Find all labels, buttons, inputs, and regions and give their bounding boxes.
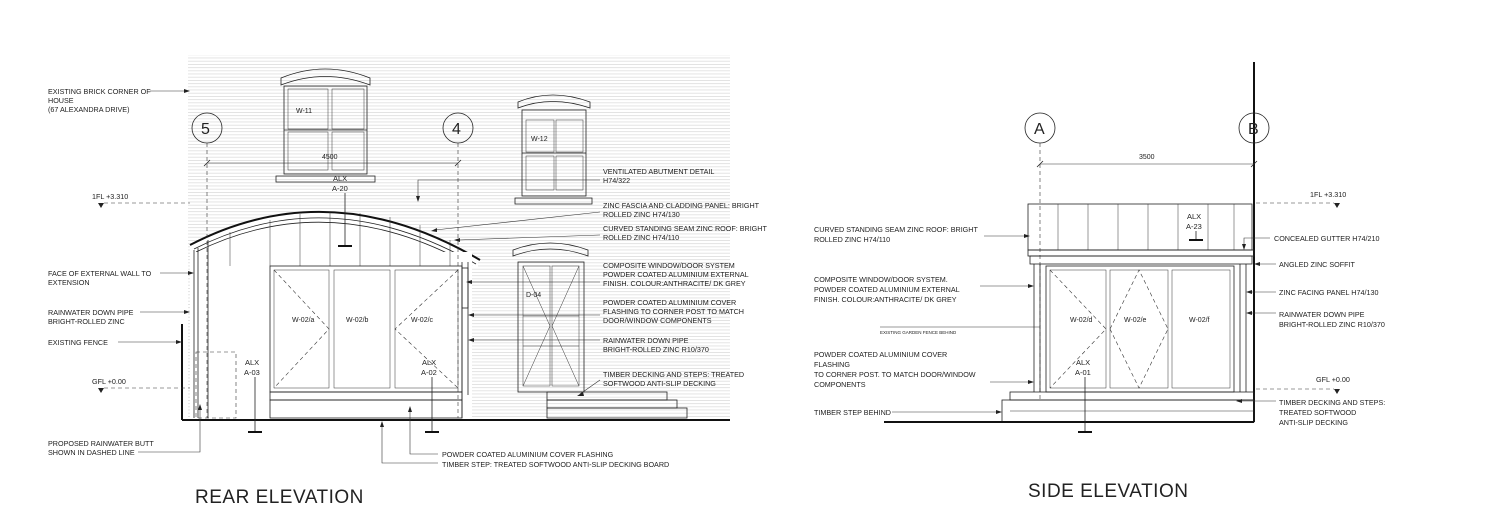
svg-text:RAINWATER DOWN PIPE: RAINWATER DOWN PIPE [1279, 310, 1365, 319]
svg-text:EXISTING BRICK CORNER OF: EXISTING BRICK CORNER OF [48, 87, 151, 96]
svg-text:GFL +0.00: GFL +0.00 [1316, 375, 1350, 384]
grid-label-5: 5 [201, 121, 210, 138]
svg-text:ALX: ALX [333, 174, 348, 183]
svg-text:ROLLED ZINC H74/130: ROLLED ZINC H74/130 [603, 210, 680, 219]
svg-text:DOOR/WINDOW COMPONENTS: DOOR/WINDOW COMPONENTS [603, 316, 712, 325]
side-left-notes [814, 225, 1034, 417]
svg-text:FACE OF EXTERNAL WALL TO: FACE OF EXTERNAL WALL TO [48, 269, 152, 278]
svg-text:FLASHING TO CORNER POST TO MAT: FLASHING TO CORNER POST TO MATCH [603, 307, 744, 316]
level-marker-gfl [92, 377, 190, 393]
svg-text:POWDER COATED ALUMINIUM COVER: POWDER COATED ALUMINIUM COVER [603, 298, 737, 307]
svg-text:ANGLED ZINC SOFFIT: ANGLED ZINC SOFFIT [1279, 260, 1355, 269]
svg-text:ALX: ALX [245, 358, 260, 367]
svg-text:A-03: A-03 [244, 368, 260, 377]
svg-text:A-02: A-02 [421, 368, 437, 377]
svg-text:VENTILATED ABUTMENT DETAIL: VENTILATED ABUTMENT DETAIL [603, 167, 715, 176]
window-label-w02d: W-02/d [1070, 317, 1093, 324]
svg-text:TIMBER STEP BEHIND: TIMBER STEP BEHIND [814, 408, 891, 417]
svg-text:ZINC FACING PANEL H74/130: ZINC FACING PANEL H74/130 [1279, 288, 1379, 297]
side-dimension-3500: 3500 [1139, 154, 1155, 161]
window-label-w02f: W-02/f [1189, 317, 1210, 324]
svg-text:A-23: A-23 [1186, 222, 1202, 231]
svg-text:POWDER COATED ALUMINIUM EXTERN: POWDER COATED ALUMINIUM EXTERNAL [603, 270, 749, 279]
svg-text:TIMBER STEP: TREATED SOFTWOOD: TIMBER STEP: TREATED SOFTWOOD ANTI-SLIP DECKING BOARD [442, 460, 670, 469]
svg-text:BRIGHT-ROLLED ZINC R10/370: BRIGHT-ROLLED ZINC R10/370 [603, 345, 709, 354]
rear-dimension-4500: 4500 [322, 154, 338, 161]
window-label-w02a: W-02/a [292, 317, 315, 324]
svg-text:POWDER COATED ALUMINIUM EXTERN: POWDER COATED ALUMINIUM EXTERNAL [814, 285, 960, 294]
svg-text:ALX: ALX [1187, 212, 1202, 221]
svg-text:RAINWATER DOWN PIPE: RAINWATER DOWN PIPE [48, 308, 134, 317]
window-label-w02e: W-02/e [1124, 317, 1147, 324]
rear-elevation-title: REAR ELEVATION [195, 487, 364, 508]
rear-left-notes [48, 87, 202, 457]
side-elevation [814, 62, 1385, 502]
svg-text:EXTENSION: EXTENSION [48, 278, 90, 287]
window-label-w12: W-12 [531, 136, 548, 143]
svg-text:A-20: A-20 [332, 184, 348, 193]
svg-text:TIMBER DECKING AND STEPS:: TIMBER DECKING AND STEPS: [1279, 398, 1386, 407]
svg-text:TIMBER DECKING AND STEPS: TREA: TIMBER DECKING AND STEPS: TREATED [603, 370, 745, 379]
svg-text:RAINWATER DOWN PIPE: RAINWATER DOWN PIPE [603, 336, 689, 345]
svg-text:TO CORNER POST. TO MATCH DOOR/: TO CORNER POST. TO MATCH DOOR/WINDOW [814, 370, 976, 379]
svg-text:CURVED STANDING SEAM ZINC ROOF: CURVED STANDING SEAM ZINC ROOF: BRIGHT [603, 224, 767, 233]
window-label-w02b: W-02/b [346, 317, 369, 324]
svg-text:PROPOSED RAINWATER BUTT: PROPOSED RAINWATER BUTT [48, 439, 154, 448]
svg-text:ZINC FASCIA AND CLADDING PANEL: ZINC FASCIA AND CLADDING PANEL: BRIGHT [603, 201, 760, 210]
svg-text:ANTI-SLIP DECKING: ANTI-SLIP DECKING [1279, 418, 1348, 427]
svg-text:ROLLED ZINC H74/110: ROLLED ZINC H74/110 [603, 233, 680, 242]
grid-label-a: A [1034, 121, 1045, 138]
svg-text:POWDER COATED ALUMINIUM COVER: POWDER COATED ALUMINIUM COVER FLASHING [442, 450, 614, 459]
svg-text:COMPONENTS: COMPONENTS [814, 380, 866, 389]
svg-text:ALX: ALX [1076, 358, 1091, 367]
side-right-notes [1236, 234, 1385, 427]
side-level-1fl [1256, 190, 1346, 208]
svg-text:POWDER COATED ALUMINIUM COVER: POWDER COATED ALUMINIUM COVER [814, 350, 948, 359]
svg-text:FINISH. COLOUR:ANTHRACITE/ DK: FINISH. COLOUR:ANTHRACITE/ DK GREY [814, 295, 957, 304]
side-elevation-title: SIDE ELEVATION [1028, 481, 1189, 502]
svg-text:ROLLED ZINC H74/110: ROLLED ZINC H74/110 [814, 235, 891, 244]
svg-text:SHOWN IN DASHED LINE: SHOWN IN DASHED LINE [48, 448, 135, 457]
level-marker-1fl [92, 192, 190, 208]
svg-text:GFL +0.00: GFL +0.00 [92, 377, 126, 386]
section-marker-a23 [1186, 212, 1203, 240]
svg-text:1FL +3.310: 1FL +3.310 [1310, 190, 1347, 199]
svg-text:H74/322: H74/322 [603, 176, 631, 185]
grid-label-4: 4 [452, 121, 461, 138]
section-marker-a01 [1075, 358, 1092, 432]
window-label-w11: W-11 [296, 108, 313, 115]
side-level-gfl [1256, 375, 1350, 394]
rear-elevation [48, 55, 767, 508]
svg-text:FLASHING: FLASHING [814, 360, 850, 369]
grid-label-b: B [1248, 121, 1259, 138]
svg-text:CONCEALED GUTTER H74/210: CONCEALED GUTTER H74/210 [1274, 234, 1380, 243]
svg-text:COMPOSITE WINDOW/DOOR SYSTEM: COMPOSITE WINDOW/DOOR SYSTEM [603, 261, 735, 270]
svg-text:SOFTWOOD ANTI-SLIP DECKING: SOFTWOOD ANTI-SLIP DECKING [603, 379, 716, 388]
svg-text:TREATED SOFTWOOD: TREATED SOFTWOOD [1279, 408, 1357, 417]
svg-text:ALX: ALX [422, 358, 437, 367]
window-label-w02c: W-02/c [411, 317, 434, 324]
svg-text:CURVED STANDING SEAM ZINC ROOF: CURVED STANDING SEAM ZINC ROOF: BRIGHT [814, 225, 978, 234]
svg-text:EXISTING FENCE: EXISTING FENCE [48, 338, 108, 347]
side-fence-note: EXISTING GARDEN FENCE BEHIND [880, 330, 957, 335]
svg-text:(67 ALEXANDRA DRIVE): (67 ALEXANDRA DRIVE) [48, 105, 130, 114]
svg-text:1FL +3.310: 1FL +3.310 [92, 192, 129, 201]
svg-text:FINISH. COLOUR:ANTHRACITE/ DK: FINISH. COLOUR:ANTHRACITE/ DK GREY [603, 279, 746, 288]
door-label-d04: D-04 [526, 292, 542, 299]
svg-text:COMPOSITE WINDOW/DOOR SYSTEM.: COMPOSITE WINDOW/DOOR SYSTEM. [814, 275, 948, 284]
svg-text:BRIGHT-ROLLED ZINC: BRIGHT-ROLLED ZINC [48, 317, 125, 326]
svg-text:BRIGHT-ROLLED ZINC R10/370: BRIGHT-ROLLED ZINC R10/370 [1279, 320, 1385, 329]
svg-text:A-01: A-01 [1075, 368, 1091, 377]
svg-text:HOUSE: HOUSE [48, 96, 74, 105]
